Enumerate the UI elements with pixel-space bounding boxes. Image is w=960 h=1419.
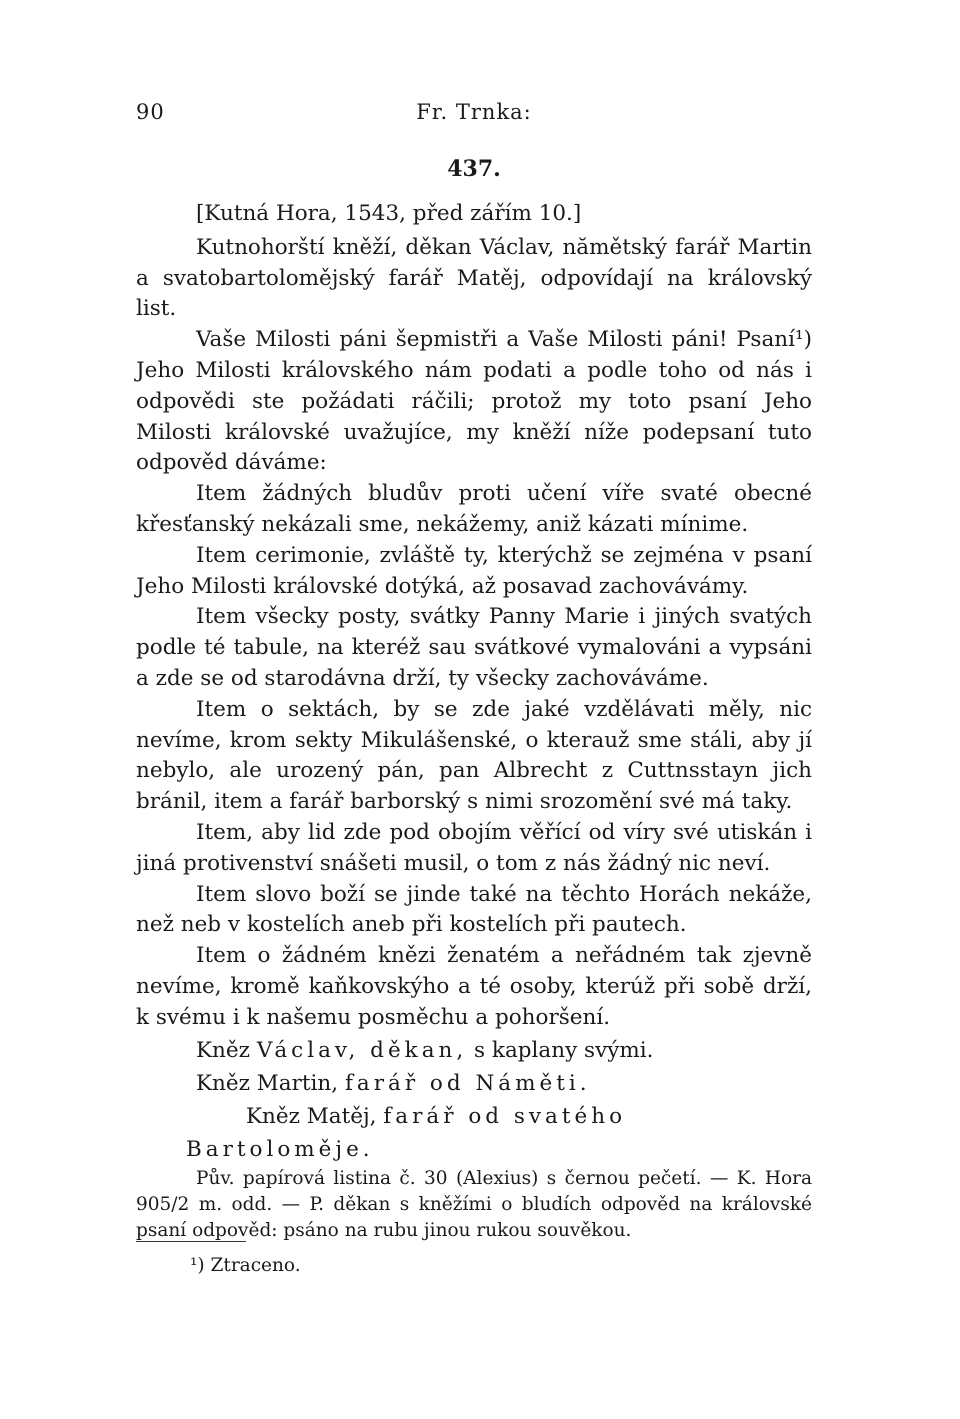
signature-vaclav [136,1034,812,1067]
paragraph: Item slovo boží se jinde také na těchto Horách nekáže, než neb v kostelích aneb při kostelích při pautech. [136,881,812,938]
footnote [190,1255,301,1276]
signature-name: Kněz [196,1037,250,1063]
page-header [136,100,812,130]
signature-martin [136,1067,812,1100]
paragraph: Item žádných bludův proti učení víře svaté obecné křesťanský nekázali sme, nekážemy, aniž kázati mínime. [136,481,812,537]
signature-spaced: farář od svatého Bartoloměje. [186,1103,627,1162]
paragraph: Item cerimonie, zvláště ty, kterýchž se zejména v psaní Jeho Milosti královské dotýká, až posavad zachovávámy. [136,542,812,599]
document-number: 437. [447,156,501,182]
signature-name: Kněz Matěj, [246,1103,377,1129]
footnote-marker: ¹) [190,1255,205,1276]
signature-spaced: Václav, děkan, [256,1037,468,1063]
paragraph: Item o žádném knězi ženatém a neřádném tak zjevně nevíme, kromě kaňkovskýho a té osoby, kterúž při sobě drží, k svému i k našemu posměchu a pohoršení. [136,943,812,1030]
paragraph: Item, aby lid zde pod obojím věřící od víry své utiskán i jiná protivenství snášeti musil, o tom z nás žádný nic neví. [136,819,812,876]
source-note: Pův. papírová listina č. 30 (Alexius) s černou pečetí. — K. Hora 905/2 m. odd. — P. děkan s kněžími o bludích odpověd na královské psaní odpověd: psáno na rubu jinou rukou souvěkou. [136,1167,812,1241]
document-body [136,196,812,1244]
regest: Kutnohorští kněží, děkan Václav, nămětský farář Martin a svatobartolomějský farář Matěj, odpovídají na královský list. [136,234,812,322]
signature-rest: s kaplany svými. [474,1037,654,1063]
paragraph: Vaše Milosti páni šepmistři a Vaše Milosti páni! Psaní¹) Jeho Milosti královského nám podati a podle toho od nás i odpovědi ste požádati ráčili; protož my toto psaní Jeho Milosti královské uvažujíce, my kněží níže podepsaní tuto odpověd dáváme: [136,327,812,476]
paragraph: Item všecky posty, svátky Panny Marie i jiných svatých podle té tabule, na kteréž sau svátkové vymalováni a vypsáni a zde se od starodávna drží, ty všecky zachováváme. [136,604,812,691]
page-number: 90 [136,100,165,124]
date-line: [Kutná Hora, 1543, před zářím 10.] [196,201,582,226]
signature-spaced: farář od Náměti. [344,1070,591,1096]
signature-matej [136,1100,812,1166]
paragraph: Item o sektách, by se zde jaké vzdělávati měly, nic nevíme, krom sekty Mikulášenské, o kterauž sme stáli, aby jí nebylo, ale urozený pán, pan Albrecht z Cuttnsstayn jich bránil, item a farář barborský s nimi srozomění své má taky. [136,696,812,815]
footnote-divider [136,1241,246,1242]
running-head: Fr. Trnka: [416,100,532,124]
footnote-text: Ztraceno. [210,1255,301,1276]
signature-name: Kněz Martin, [196,1070,339,1096]
